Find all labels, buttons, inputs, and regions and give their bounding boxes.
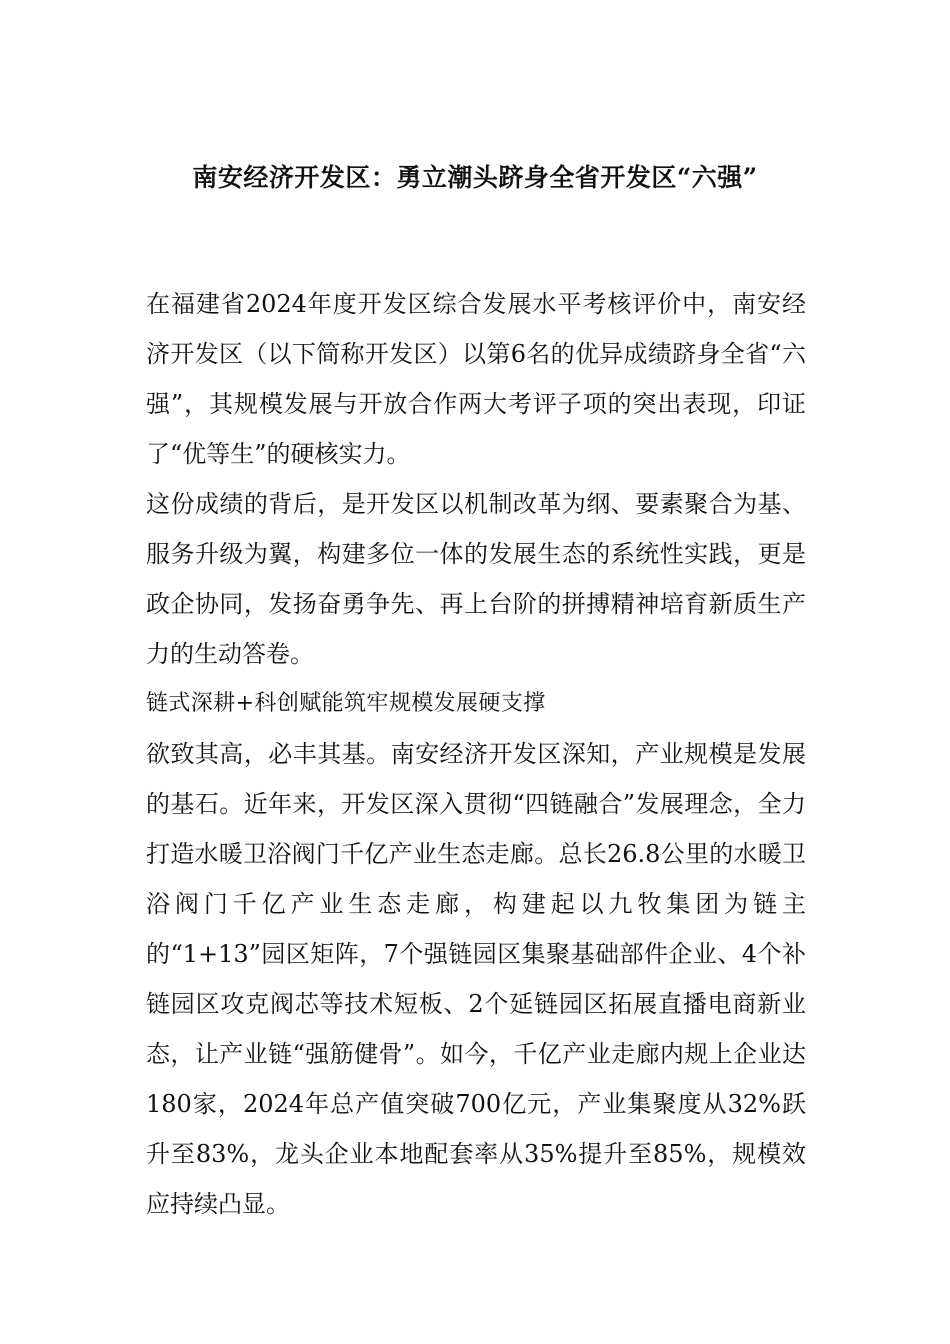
paragraph-intro: 在福建省2024年度开发区综合发展水平考核评价中，南安经济开发区（以下简称开发区）以第6名的优异成绩跻身全省“六强”，其规模发展与开放合作两大考评子项的突出表现，印证了“优等生”的硬核实力。	[146, 290, 806, 468]
document-body	[146, 279, 806, 1229]
section-heading: 链式深耕+科创赋能筑牢规模发展硬支撑	[146, 691, 546, 716]
paragraph-section-body: 欲致其高，必丰其基。南安经济开发区深知，产业规模是发展的基石。近年来，开发区深入贯彻“四链融合”发展理念，全力打造水暖卫浴阀门千亿产业生态走廊。总长26.8公里的水暖卫浴阀门千亿产业生态走廊，构建起以九牧集团为链主的“1+13”园区矩阵，7个强链园区集聚基础部件企业、4个补链园区攻克阀芯等技术短板、2个延链园区拓展直播电商新业态，让产业链“强筋健骨”。如今，千亿产业走廊内规上企业达180家，2024年总产值突破700亿元，产业集聚度从32%跃升至83%，龙头企业本地配套率从35%提升至85%，规模效应持续凸显。	[146, 740, 806, 1218]
document-title: 南安经济开发区：勇立潮头跻身全省开发区“六强”	[192, 163, 758, 192]
paragraph-background: 这份成绩的背后，是开发区以机制改革为纲、要素聚合为基、服务升级为翼，构建多位一体的发展生态的系统性实践，更是政企协同，发扬奋勇争先、再上台阶的拼搏精神培育新质生产力的生动答卷。	[146, 490, 806, 668]
